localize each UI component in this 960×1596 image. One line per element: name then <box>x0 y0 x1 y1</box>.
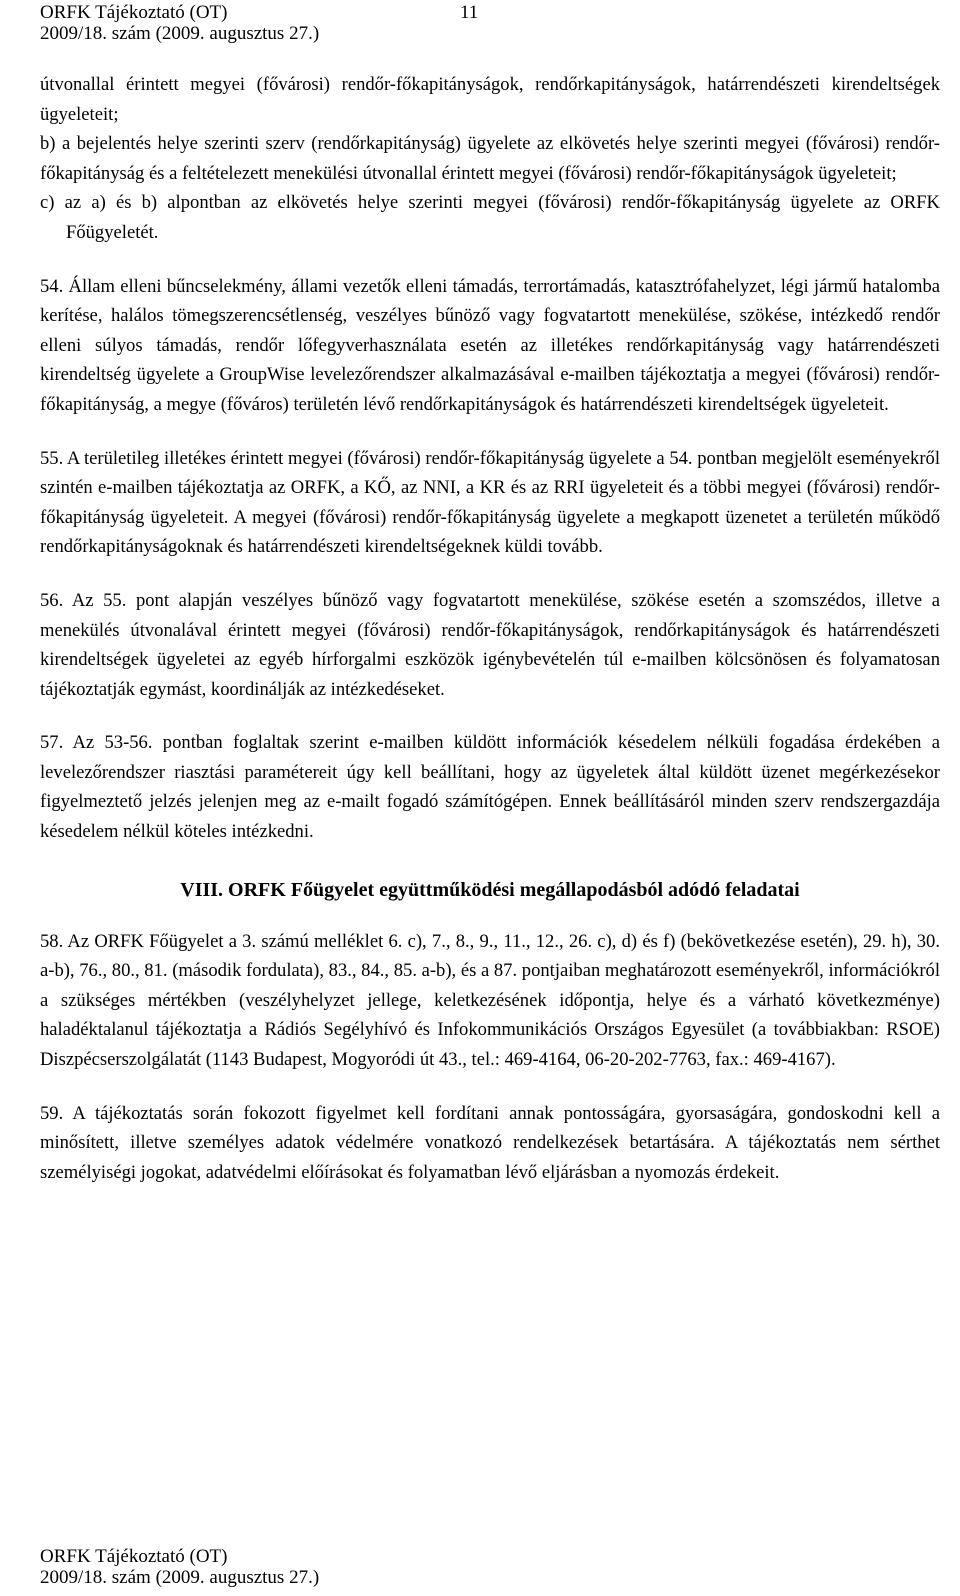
header-issue: 2009/18. szám (2009. augusztus 27.) <box>40 23 320 44</box>
paragraph-54: 54. Állam elleni bűncselekmény, állami vezetők elleni támadás, terrortámadás, katasztrófahelyzet, légi jármű hatalomba kerítése, halálos tömegszerencsétlenség, veszélyes bűnöző vagy fogvatartott menekülése, szökése, intézkedő rendőr elleni súlyos támadás, rendőr lőfegyverhasználata esetén az illetékes rendőrkapitányság vagy határrendészeti kirendeltség ügyelete a GroupWise levelezőrendszer alkalmazásával e-mailben tájékoztatja a megyei (fővárosi) rendőr-főkapitányság, a megye (főváros) területén lévő rendőrkapitányságok és határrendészeti kirendeltségek ügyeleteit. <box>40 275 940 415</box>
paragraph-56: 56. Az 55. pont alapján veszélyes bűnöző vagy fogvatartott menekülése, szökése esetén a szomszédos, illetve a menekülés útvonalával érintett megyei (fővárosi) rendőr-főkapitányságok, rendőrkapitányságok és határrendészeti kirendeltségek ügyeletei az egyéb hírforgalmi eszközök igénybevételén túl e-mailben kölcsönösen és folyamatosan tájékoztatják egymást, koordinálják az intézkedéseket. <box>40 589 940 700</box>
page-header <box>40 2 319 44</box>
paragraph-59: 59. A tájékoztatás során fokozott figyelmet kell fordítani annak pontosságára, gyorsaságára, gondoskodni kell a minősített, illetve személyes adatok védelmére vonatkozó rendelkezések betartására. A tájékoztatás nem sérthet személyiségi jogokat, adatvédelmi előírásokat és folyamatban lévő eljárásban a nyomozás érdekeit. <box>40 1102 940 1183</box>
section-heading: VIII. ORFK Főügyelet együttműködési megállapodásból adódó feladatai <box>180 878 800 901</box>
header-title: ORFK Tájékoztató (OT) <box>40 2 228 23</box>
continuation-text: útvonallal érintett megyei (fővárosi) rendőr-főkapitányságok, rendőrkapitányságok, határrendészeti kirendeltségek ügyeleteit; <box>40 74 940 125</box>
list-item-b: b) a bejelentés helye szerinti szerv (rendőrkapitányság) ügyelete az elkövetés helye szerinti megyei (fővárosi) rendőr-főkapitányság és a feltételezett menekülési útvonallal érintett megyei (fővárosi) rendőr-főkapitányságok ügyeleteit; <box>40 133 940 184</box>
paragraph-55: 55. A területileg illetékes érintett megyei (fővárosi) rendőr-főkapitányság ügyelete a 54. pontban megjelölt eseményekről szintén e-mailben tájékoztatja az ORFK, a KŐ, az NNI, a KR és az RRI ügyeleteit és a többi megyei (fővárosi) rendőr-főkapitányság ügyeleteit. A megyei (fővárosi) rendőr-főkapitányság ügyelete a megkapott üzenetet a területén működő rendőrkapitányságoknak és határrendészeti kirendeltségeknek küldi tovább. <box>40 447 940 558</box>
page-number: 11 <box>460 2 479 23</box>
paragraph-58: 58. Az ORFK Főügyelet a 3. számú melléklet 6. c), 7., 8., 9., 11., 12., 26. c), d) és f) (bekövetkezése esetén), 29. h), 30. a-b), 76., 80., 81. (második fordulata), 83., 84., 85. a-b), és a 87. pontjaiban meghatározott eseményekről, információkról a szükséges mértékben (veszélyhelyzet jellege, keletkezésének időpontja, helye és a várható következménye) haladéktalanul tájékoztatja a Rádiós Segélyhívó és Infokommunikációs Országos Egyesület (a továbbiakban: RSOE) Diszpécserszolgálatát (1143 Budapest, Mogyoródi út 43., tel.: 469-4164, 06-20-202-7763, fax.: 469-4167). <box>40 930 940 1071</box>
list-item-c: c) az a) és b) alpontban az elkövetés helye szerinti megyei (fővárosi) rendőr-főkapitányság ügyelete az ORFK Főügyeletét. <box>40 192 940 243</box>
footer-issue: 2009/18. szám (2009. augusztus 27.) <box>40 1567 320 1588</box>
page-footer <box>40 1546 319 1588</box>
paragraph-57: 57. Az 53-56. pontban foglaltak szerint e-mailben küldött információk késedelem nélküli fogadása érdekében a levelezőrendszer riasztási paramétereit úgy kell beállítani, hogy az ügyeletek által küldött üzenet megérkezésekor figyelmeztető jelzés jelenjen meg az e-mailt fogadó számítógépen. Ennek beállításáról minden szerv rendszergazdája késedelem nélkül köteles intézkedni. <box>40 732 940 843</box>
footer-title: ORFK Tájékoztató (OT) <box>40 1546 228 1567</box>
page-body <box>40 70 940 1187</box>
